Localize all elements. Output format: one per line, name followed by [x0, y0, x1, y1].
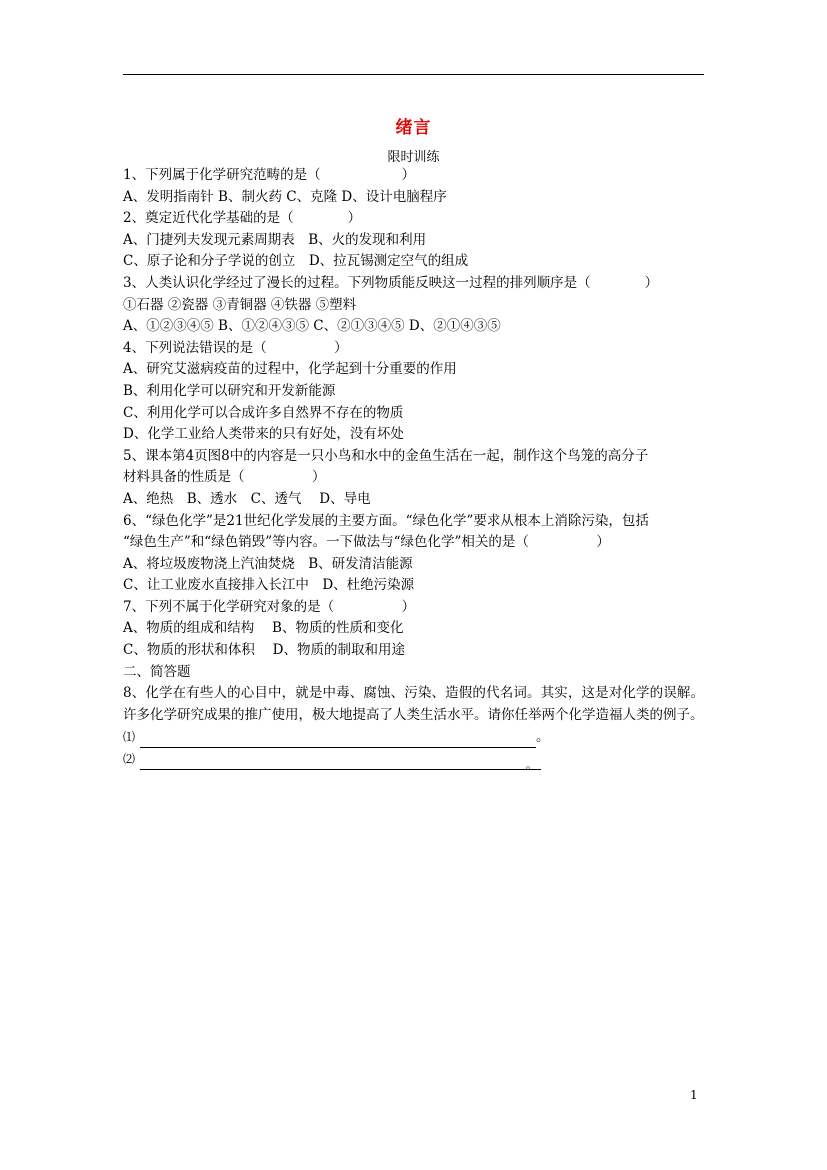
question-5-line-2: 材料具备的性质是（ ） — [123, 469, 326, 486]
question-4-option-b: B、利用化学可以研究和开发新能源 — [123, 382, 336, 399]
answer-line-1[interactable] — [123, 726, 704, 748]
answer-end-2: 。 — [525, 757, 539, 774]
question-3-options: A、①②③④⑤ B、①②④③⑤ C、②①③④⑤ D、②①④③⑤ — [123, 318, 501, 335]
question-8: 8、化学在有些人的心目中，就是中毒、腐蚀、污染、造假的代名词。其实，这是对化学的误解。许多化学研究成果的推广使用，极大地提高了人类生活水平。请你任举两个化学造福人类的例子。 — [123, 685, 704, 723]
question-4: 4、下列说法错误的是（ ） — [123, 339, 348, 356]
question-6-options-ab: A、将垃圾废物浇上汽油焚烧 B、研发清洁能源 — [123, 555, 413, 572]
question-2-options-ab: A、门捷列夫发现元素周期表 B、火的发现和利用 — [123, 231, 427, 248]
question-4-option-c: C、利用化学可以合成许多自然界不存在的物质 — [123, 404, 404, 421]
question-2: 2、奠定近代化学基础的是（ ） — [123, 210, 362, 227]
answer-blank-1[interactable] — [140, 733, 536, 748]
question-7: 7、下列不属于化学研究对象的是（ ） — [123, 598, 416, 615]
question-3: 3、人类认识化学经过了漫长的过程。下列物质能反映这一过程的排列顺序是（ ） — [123, 274, 659, 291]
answer-label-2: ⑵ — [123, 751, 136, 766]
question-6-options-cd: C、让工业废水直接排入长江中 D、杜绝污染源 — [123, 577, 415, 594]
question-4-option-d: D、化学工业给人类带来的只有好处，没有坏处 — [123, 426, 404, 443]
question-7-options-cd: C、物质的形状和体积 D、物质的制取和用途 — [123, 642, 405, 659]
question-1: 1、下列属于化学研究范畴的是（ ） — [123, 167, 416, 183]
answer-blank-2[interactable] — [140, 755, 541, 774]
page-number: 1 — [690, 1088, 698, 1102]
question-2-options-cd: C、原子论和分子学说的创立 D、拉瓦锡测定空气的组成 — [123, 253, 469, 270]
header-rule — [123, 74, 704, 75]
question-4-option-a: A、研究艾滋病疫苗的过程中，化学起到十分重要的作用 — [123, 361, 457, 378]
page-title: 绪言 — [395, 118, 432, 138]
answer-end-1: 。 — [536, 728, 550, 745]
question-6-line-2: “绿色生产”和“绿色销毁”等内容。一下做法与“绿色化学”相关的是（ ） — [123, 534, 610, 551]
question-5-options: A、绝热 B、透水 C、透气 D、导电 — [123, 490, 371, 507]
question-5-line-1: 5、课本第4页图8中的内容是一只小鸟和水中的金鱼生活在一起，制作这个鸟笼的高分子 — [123, 447, 649, 464]
page-subtitle: 限时训练 — [387, 150, 440, 165]
question-1-options: A、发明指南针 B、制火药 C、克隆 D、设计电脑程序 — [123, 188, 447, 205]
question-body — [123, 165, 704, 774]
question-7-options-ab: A、物质的组成和结构 B、物质的性质和变化 — [123, 620, 404, 637]
answer-line-2[interactable] — [123, 748, 704, 774]
section-heading: 二、简答题 — [123, 663, 191, 680]
question-3-items: ①石器 ②瓷器 ③青铜器 ④铁器 ⑤塑料 — [123, 296, 357, 313]
answer-label-1: ⑴ — [123, 729, 136, 744]
question-6-line-1: 6、“绿色化学”是21世纪化学发展的主要方面。“绿色化学”要求从根本上消除污染，包括 — [123, 512, 649, 529]
